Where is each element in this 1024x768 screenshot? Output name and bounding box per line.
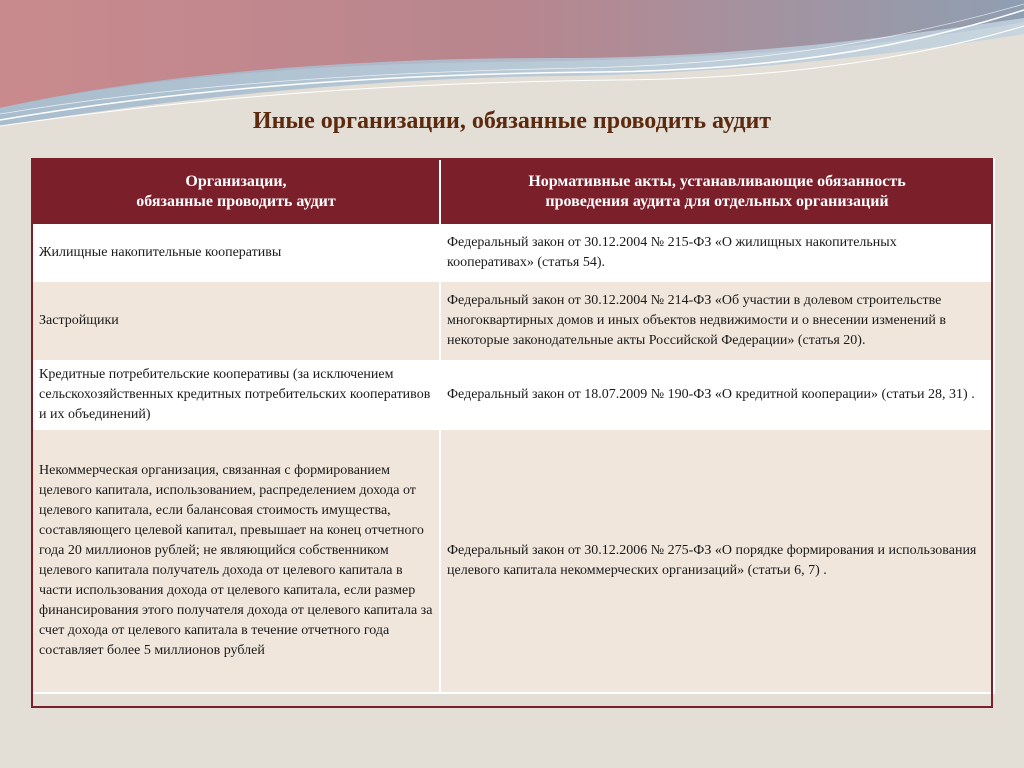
table-row (32, 225, 994, 281)
header-normative-acts-line-1: Нормативные акты, устанавливающие обязанность (528, 173, 906, 190)
organization-cell: Кредитные потребительские кооперативы (за исключением сельскохозяйственных кредитных потребительских кооперативов и их объединений) (32, 361, 440, 429)
header-normative-acts-line-2: проведения аудита для отдельных организаций (545, 193, 889, 210)
table-row (32, 429, 994, 693)
act-cell: Федеральный закон от 18.07.2009 № 190-ФЗ «О кредитной кооперации» (статьи 28, 31) . (440, 361, 994, 429)
act-cell: Федеральный закон от 30.12.2006 № 275-ФЗ «О порядке формирования и использования целевого капитала некоммерческих организаций» (статьи 6, 7) . (440, 429, 994, 693)
act-cell: Федеральный закон от 30.12.2004 № 215-ФЗ «О жилищных накопительных кооперативах» (статья 54). (440, 225, 994, 281)
header-organizations-line-2: обязанные проводить аудит (136, 193, 336, 210)
table-header-row (32, 159, 994, 225)
table-row (32, 361, 994, 429)
organization-cell: Жилищные накопительные кооперативы (32, 225, 440, 281)
act-cell: Федеральный закон от 30.12.2004 № 214-ФЗ «Об участии в долевом строительстве многоквартирных домов и иных объектов недвижимости и о внесении изменений в некоторые законодательные акты Российской Федерации» (статья 20). (440, 281, 994, 361)
header-normative-acts (440, 159, 994, 225)
header-organizations-line-1: Организации, (185, 173, 287, 190)
audit-organizations-table (31, 158, 995, 694)
organization-cell: Застройщики (32, 281, 440, 361)
table-row (32, 281, 994, 361)
slide-title: Иные организации, обязанные проводить аудит (252, 108, 772, 134)
header-organizations (32, 159, 440, 225)
organization-cell: Некоммерческая организация, связанная с формированием целевого капитала, использованием, распределением дохода от целевого капитала, если балансовая стоимость имущества, составляющего целевой капитал, превышает на конец отчетного года 20 миллионов рублей; не являющийся собственником целевого капитала получатель дохода от целевого капитала в части использования дохода от целевого капитала, если размер финансирования этого получателя дохода от целевого капитала за счет дохода от целевого капитала в течение отчетного года составляет более 5 миллионов рублей (32, 429, 440, 693)
